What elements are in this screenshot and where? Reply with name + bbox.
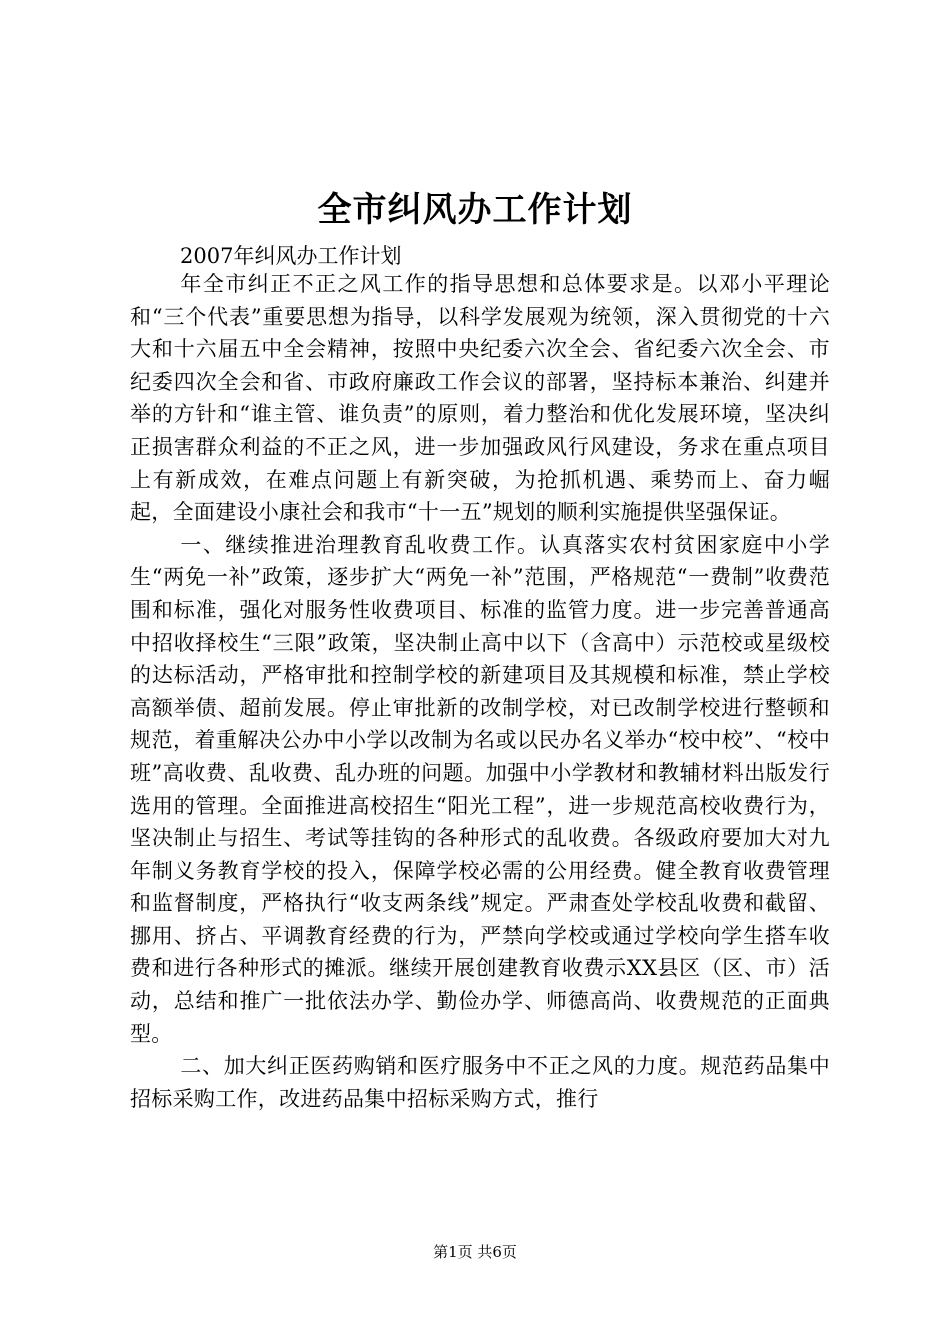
paragraph-intro: 年全市纠正不正之风工作的指导思想和总体要求是。以邓小平理论和“三个代表”重要思想为指导，以科学发展观为统领，深入贯彻党的十六大和十六届五中全会精神，按照中央纪委六次全会、省纪委六次全会、市纪委四次全会和省、市政府廉政工作会议的部署，坚持标本兼治、纠建并举的方针和“谁主管、谁负责”的原则，着力整治和优化发展环境，坚决纠正损害群众利益的不正之风，进一步加强政风行风建设，务求在重点项目上有新成效，在难点问题上有新突破，为抢抓机遇、乘势而上、奋力崛起，全面建设小康社会和我市“十一五”规划的顺利实施提供坚强保证。 xyxy=(130,272,830,525)
page-footer: 第1页 共6页 xyxy=(433,1243,517,1261)
document-subtitle: 2007年纠风办工作计划 xyxy=(180,244,402,268)
paragraph-section-1: 一、继续推进治理教育乱收费工作。认真落实农村贫困家庭中小学生“两免一补”政策，逐步扩大“两免一补”范围，严格规范“一费制”收费范围和标准，强化对服务性收费项目、标准的监管力度。进一步完善普通高中招收择校生“三限”政策，坚决制止高中以下（含高中）示范校或星级校的达标活动，严格审批和控制学校的新建项目及其规模和标准，禁止学校高额举债、超前发展。停止审批新的改制学校，对已改制学校进行整顿和规范，着重解决公办中小学以改制为名或以民办名义举办“校中校”、“校中班”高收费、乱收费、乱办班的问题。加强中小学教材和教辅材料出版发行选用的管理。全面推进高校招生“阳光工程”，进一步规范高校收费行为，坚决制止与招生、考试等挂钩的各种形式的乱收费。各级政府要加大对九年制义务教育学校的投入，保障学校必需的公用经费。健全教育收费管理和监督制度，严格执行“收支两条线”规定。严肃查处学校乱收费和截留、挪用、挤占、平调教育经费的行为，严禁向学校或通过学校向学生搭车收费和进行各种形式的摊派。继续开展创建教育收费示XX县区（区、市）活动，总结和推广一批依法办学、勤俭办学、师德高尚、收费规范的正面典型。 xyxy=(130,532,830,1046)
document-title: 全市纠风办工作计划 xyxy=(317,190,633,230)
document-body xyxy=(130,268,830,1115)
paragraph-section-2: 二、加大纠正医药购销和医疗服务中不正之风的力度。规范药品集中招标采购工作，改进药品集中招标采购方式，推行 xyxy=(130,1054,830,1111)
